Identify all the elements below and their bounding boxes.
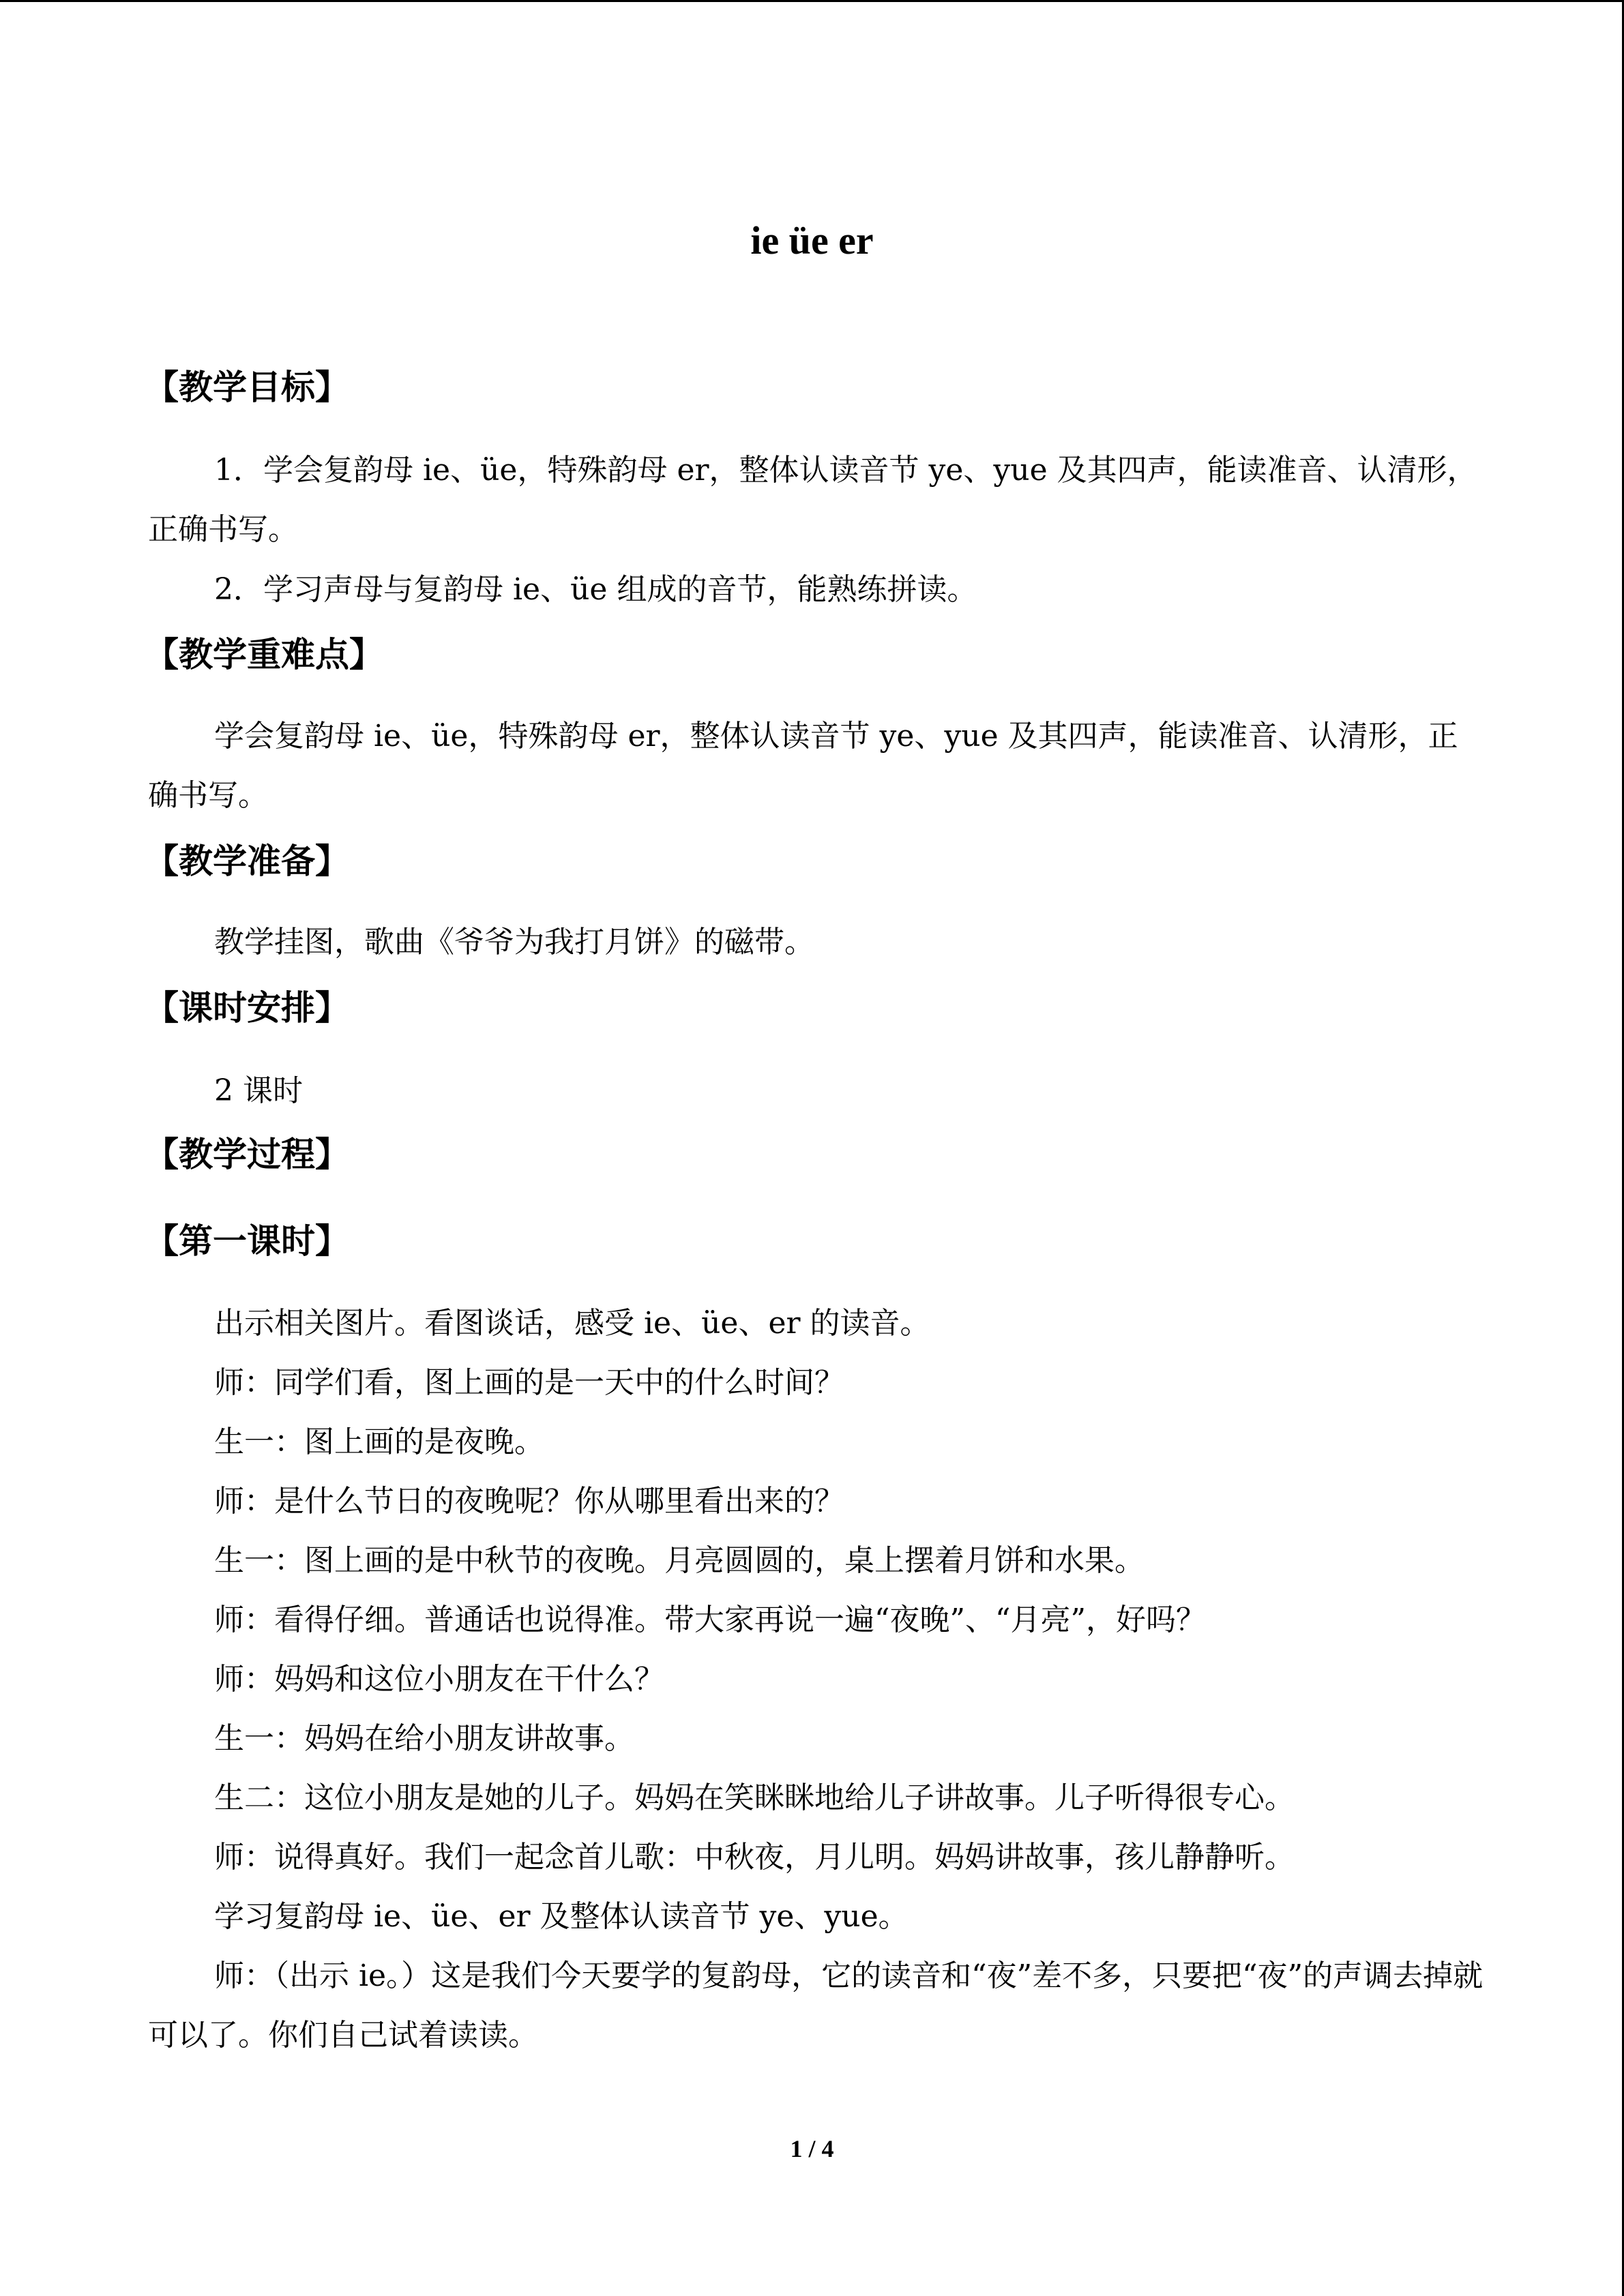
lesson-line-12: 师：（出示 ie。）这是我们今天要学的复韵母，它的读音和“夜”差不多，只要把“夜”的声调去掉就可以了。你们自己试着读读。 <box>148 1958 1483 2053</box>
lesson-line-1: 出示相关图片。看图谈话，感受 ie、üe、er 的读音。 <box>214 1306 930 1341</box>
lesson-line-9: 生二：这位小朋友是她的儿子。妈妈在笑眯眯地给儿子讲故事。儿子听得很专心。 <box>214 1780 1295 1815</box>
lesson-line-10: 师：说得真好。我们一起念首儿歌：中秋夜，月儿明。妈妈讲故事，孩儿静静听。 <box>214 1840 1295 1875</box>
lesson-line-8: 生一：妈妈在给小朋友讲故事。 <box>214 1721 634 1756</box>
heading-preparation: 【教学准备】 <box>145 841 349 881</box>
heading-schedule: 【课时安排】 <box>145 988 349 1028</box>
lesson-line-6: 师：看得仔细。普通话也说得准。带大家再说一遍“夜晚”、“月亮”，好吗？ <box>214 1602 1206 1637</box>
lesson-line-4: 师：是什么节日的夜晚呢？你从哪里看出来的？ <box>214 1484 844 1519</box>
heading-teaching-goals: 【教学目标】 <box>145 368 349 407</box>
key-points-text: 学会复韵母 ie、üe，特殊韵母 er，整体认读音节 ye、yue 及其四声，能读准音、认清形，正确书写。 <box>148 719 1458 813</box>
heading-first-lesson: 【第一课时】 <box>145 1221 349 1261</box>
heading-teaching-process: 【教学过程】 <box>145 1135 349 1174</box>
heading-key-points: 【教学重难点】 <box>145 635 383 674</box>
lesson-line-5: 生一：图上画的是中秋节的夜晚。月亮圆圆的，桌上摆着月饼和水果。 <box>214 1543 1145 1578</box>
document-title: ie üe er <box>750 218 874 263</box>
page-number: 1 / 4 <box>790 2135 834 2162</box>
preparation-text: 教学挂图，歌曲《爷爷为我打月饼》的磁带。 <box>214 925 814 959</box>
goal-item-2: 2．学习声母与复韵母 ie、üe 组成的音节，能熟练拼读。 <box>214 572 977 607</box>
lesson-line-7: 师：妈妈和这位小朋友在干什么？ <box>214 1662 664 1697</box>
schedule-text: 2 课时 <box>214 1073 303 1108</box>
lesson-line-3: 生一：图上画的是夜晚。 <box>214 1425 544 1459</box>
goal-item-1: 1．学会复韵母 ie、üe，特殊韵母 er，整体认读音节 ye、yue 及其四声，能读准音、认清形，正确书写。 <box>148 453 1477 547</box>
lesson-line-2: 师：同学们看，图上画的是一天中的什么时间？ <box>214 1365 844 1400</box>
lesson-line-11: 学习复韵母 ie、üe、er 及整体认读音节 ye、yue。 <box>214 1899 909 1934</box>
